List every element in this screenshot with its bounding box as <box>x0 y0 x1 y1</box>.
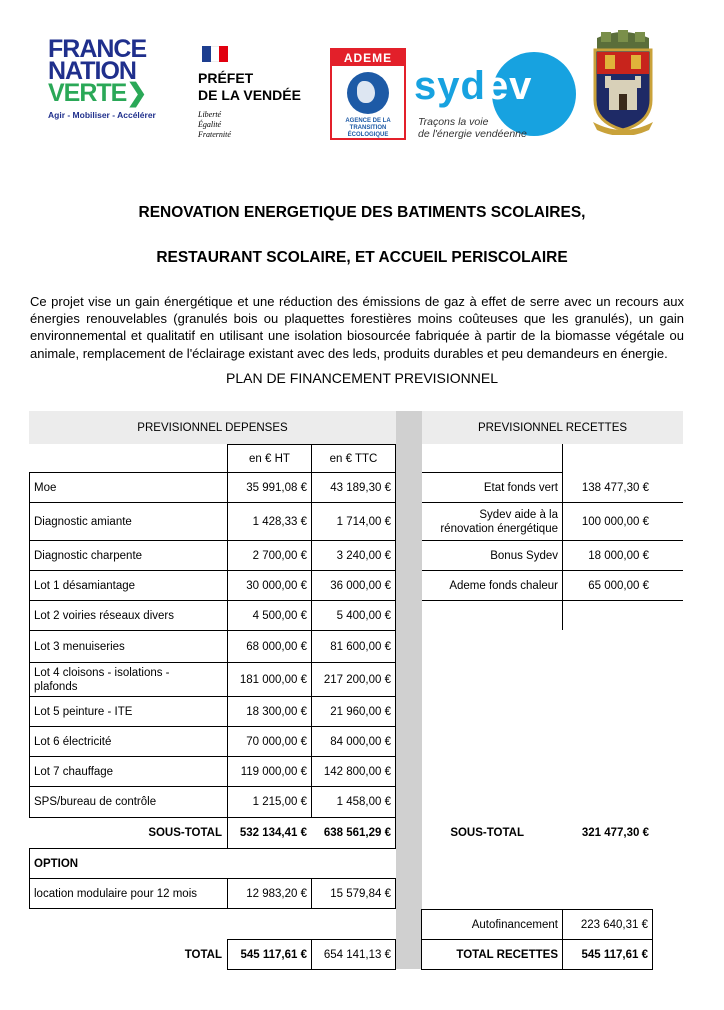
dep-row-label: Diagnostic amiante <box>34 515 132 528</box>
prefet-title-line2: DE LA VENDÉE <box>198 87 301 103</box>
france-nation-verte-logo <box>48 35 170 123</box>
rec-bottom-hline-bottom <box>421 969 653 970</box>
dep-row-ht: 1 428,33 € <box>252 515 307 528</box>
option-row-ttc: 15 579,84 € <box>330 887 391 900</box>
sydev-tagline1: Traçons la voie <box>418 116 489 128</box>
depenses-header: PREVISIONNEL DEPENSES <box>137 421 288 434</box>
rec-row-label: Etat fonds vert <box>483 481 558 494</box>
dep-row-label: Lot 4 cloisons - isolations - plafonds <box>34 666 170 693</box>
dep-row-ttc: 3 240,00 € <box>336 549 391 562</box>
rec-row-label: Ademe fonds chaleur <box>449 579 558 592</box>
prefet-title-line1: PRÉFET <box>198 70 254 86</box>
separator-column <box>396 411 422 969</box>
dep-row-ht: 4 500,00 € <box>252 609 307 622</box>
option-row-ht: 12 983,20 € <box>246 887 307 900</box>
total-recettes-label: TOTAL RECETTES <box>456 948 558 961</box>
ademe-sub1: AGENCE DE LA <box>345 118 391 124</box>
dep-row-ttc: 84 000,00 € <box>330 735 391 748</box>
sydev-wordmark <box>414 64 532 109</box>
french-flag-icon <box>202 46 228 62</box>
motto-egalite: Égalité <box>198 120 222 129</box>
recettes-header: PREVISIONNEL RECETTES <box>477 421 628 434</box>
dep-row-label: SPS/bureau de contrôle <box>34 796 157 808</box>
dep-subtotal-ttc: 638 561,29 € <box>323 827 391 839</box>
plan-title: PLAN DE FINANCEMENT PREVISIONNEL <box>225 370 499 386</box>
autofinancement-amount: 223 640,31 € <box>580 918 648 931</box>
dep-row-ttc: 81 600,00 € <box>330 640 391 653</box>
ademe-sub2: TRANSITION <box>349 125 387 131</box>
dep-row-label: Diagnostic charpente <box>34 549 143 562</box>
globe-icon <box>347 72 389 114</box>
dep-row-ttc: 5 400,00 € <box>336 609 391 622</box>
total-hline-bottom <box>227 969 396 970</box>
chevron-right-icon: ❯ <box>126 79 147 107</box>
ademe-sub3: ÉCOLOGIQUE <box>347 132 389 138</box>
dep-row-label: Lot 3 menuiseries <box>34 640 125 653</box>
rec-subtotal-label: SOUS-TOTAL <box>450 827 524 839</box>
dep-row-label: Lot 7 chauffage <box>34 765 114 778</box>
dep-row-ttc: 1 714,00 € <box>336 515 391 528</box>
option-label: OPTION <box>34 857 79 870</box>
document-title-line2: RESTAURANT SCOLAIRE, ET ACCUEIL PERISCOLAIRE <box>156 249 568 266</box>
logo-text-france: FRANCE <box>48 35 147 63</box>
dep-total-ttc: 654 141,13 € <box>323 948 391 961</box>
dep-total-ht: 545 117,61 € <box>240 948 307 961</box>
logo-text-nation: NATION <box>48 57 136 85</box>
sydev-name-a: syd <box>414 64 486 108</box>
dep-subtotal-ht: 532 134,41 € <box>239 827 307 839</box>
autofinancement-label: Autofinancement <box>471 918 558 931</box>
dep-row-label: Lot 1 désamiantage <box>34 579 136 592</box>
dep-row-ttc: 217 200,00 € <box>323 673 391 686</box>
rec-row-amount: 100 000,00 € <box>581 515 649 528</box>
sydev-logo <box>414 52 584 142</box>
dep-row-ht: 70 000,00 € <box>246 735 307 748</box>
intro-paragraph: Ce projet vise un gain énergétique et une réduction des émissions de gaz à effet de serre avec un recours aux énergies renouvelables (granulés bois ou plaquettes forestières moins coûteuses que les granulés), un gain environnemental et qualitatif en utilisant une isolation biosourcée fabriquée à partir de la biomasse végétale ou animale, remplacement de l'éclairage existant avec des leds, produits durables et peu demandeurs en énergie. <box>30 294 684 361</box>
logo-verte-row <box>48 79 170 107</box>
dep-row-ht: 30 000,00 € <box>246 579 307 592</box>
dep-total-label: TOTAL <box>184 948 222 961</box>
rec-hline-5 <box>422 600 683 601</box>
dep-row-label: Lot 6 électricité <box>34 735 112 748</box>
dep-row-ttc: 21 960,00 € <box>330 705 391 718</box>
rec-row-label: Bonus Sydev <box>490 549 558 562</box>
ademe-logo <box>330 48 406 140</box>
dep-row-ttc: 1 458,00 € <box>336 796 391 808</box>
motto-liberte: Liberté <box>198 110 222 119</box>
motto-fraternite: Fraternité <box>198 130 231 139</box>
dep-row-ttc: 36 000,00 € <box>330 579 391 592</box>
dep-row-ht: 2 700,00 € <box>252 549 307 562</box>
rec-subtotal-amount: 321 477,30 € <box>581 827 649 839</box>
town-crest-icon <box>587 30 659 135</box>
total-vline-3 <box>395 939 396 970</box>
rec-row-amount: 138 477,30 € <box>581 481 649 494</box>
sydev-name-b: ev <box>485 64 533 108</box>
opt-hline-bottom <box>29 908 396 909</box>
col-header-ttc: en € TTC <box>329 452 378 465</box>
dep-row-label: Lot 5 peinture - ITE <box>34 705 133 718</box>
rec-row-amount: 65 000,00 € <box>588 579 649 592</box>
sydev-tagline2: de l'énergie vendéenne <box>418 128 527 140</box>
dep-row-ht: 35 991,08 € <box>246 481 307 494</box>
rec-row-amount: 18 000,00 € <box>588 549 649 562</box>
dep-row-ht: 119 000,00 € <box>240 765 307 778</box>
dep-row-label: Lot 2 voiries réseaux divers <box>34 609 174 622</box>
option-row-label: location modulaire pour 12 mois <box>34 887 198 900</box>
dep-row-ht: 181 000,00 € <box>239 673 307 686</box>
dep-row-ttc: 43 189,30 € <box>330 481 391 494</box>
prefet-vendee-logo <box>198 46 323 141</box>
dep-row-label: Moe <box>34 481 57 494</box>
dep-row-ttc: 142 800,00 € <box>323 765 391 778</box>
dep-vline-3 <box>395 444 396 849</box>
document-title-line1: RENOVATION ENERGETIQUE DES BATIMENTS SCOLAIRES, <box>138 204 586 221</box>
total-recettes-amount: 545 117,61 € <box>581 948 648 961</box>
logo-tagline: Agir - Mobiliser - Accélérer <box>48 110 156 120</box>
dep-row-ht: 68 000,00 € <box>246 640 307 653</box>
col-header-ht: en € HT <box>249 452 290 465</box>
dep-row-ht: 1 215,00 € <box>252 796 307 808</box>
rec-row-label: Sydev aide à la rénovation énergétique <box>440 508 558 535</box>
dep-row-ht: 18 300,00 € <box>246 705 307 718</box>
ademe-name: ADEME <box>332 50 404 66</box>
opt-vline-3 <box>395 878 396 909</box>
logo-text-verte: VERTE <box>48 79 127 107</box>
dep-subtotal-label: SOUS-TOTAL <box>148 827 222 839</box>
dep-hline-13 <box>227 848 396 849</box>
